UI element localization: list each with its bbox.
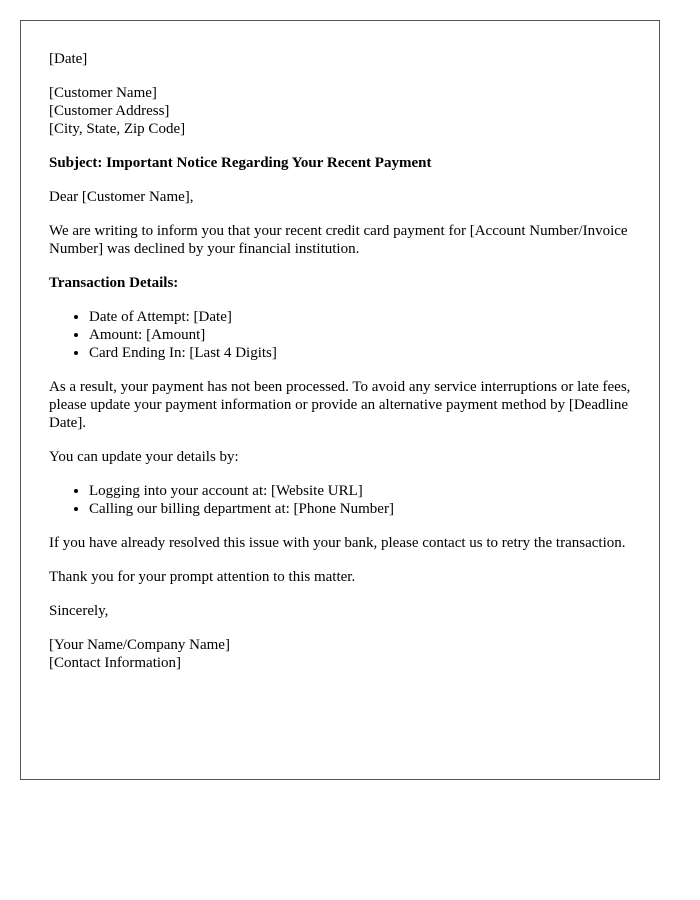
update-item-website: • Logging into your account at: [Website URL] [89, 482, 631, 500]
letter-date: [Date] [49, 51, 88, 67]
letter-salutation: Dear [Customer Name], [49, 189, 194, 205]
update-options-list [49, 482, 631, 518]
result-paragraph: As a result, your payment has not been processed. To avoid any service interruptions or late fees, please update your payment information or provide an alternative payment method by [Deadline Date]. [49, 379, 631, 431]
letter-page [20, 20, 660, 780]
recipient-city-state-zip: [City, State, Zip Code] [49, 121, 186, 137]
update-intro: You can update your details by: [49, 449, 239, 465]
transaction-item-amount: • Amount: [Amount] [89, 326, 631, 344]
recipient-address: [Customer Address] [49, 103, 170, 119]
update-item-phone: • Calling our billing department at: [Phone Number] [89, 500, 631, 518]
intro-paragraph: We are writing to inform you that your recent credit card payment for [Account Number/Invoice Number] was declined by your financial institution. [49, 223, 628, 257]
letter-subject: Subject: Important Notice Regarding Your Recent Payment [49, 155, 432, 171]
transaction-details-list [49, 308, 631, 362]
thanks-paragraph: Thank you for your prompt attention to this matter. [49, 569, 356, 585]
signature-block [49, 636, 631, 672]
transaction-item-card: • Card Ending In: [Last 4 Digits] [89, 344, 631, 362]
recipient-name: [Customer Name] [49, 85, 157, 101]
transaction-item-date: • Date of Attempt: [Date] [89, 308, 631, 326]
resolved-paragraph: If you have already resolved this issue with your bank, please contact us to retry the transaction. [49, 535, 626, 551]
transaction-details-heading: Transaction Details: [49, 275, 179, 291]
signature-contact: [Contact Information] [49, 655, 182, 671]
recipient-block [49, 84, 631, 138]
signature-name: [Your Name/Company Name] [49, 637, 230, 653]
closing: Sincerely, [49, 603, 109, 619]
